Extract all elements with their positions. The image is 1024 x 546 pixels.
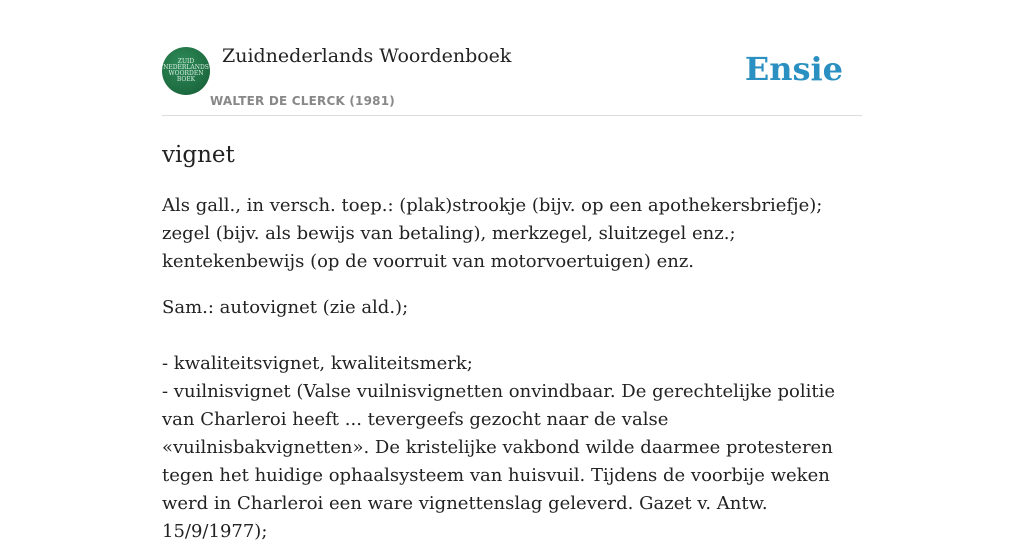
page-container	[162, 0, 862, 546]
line-spacer	[162, 322, 862, 350]
logo-text-line: WOORDEN	[168, 70, 204, 77]
compound-item: - vuilnisvignet (Valse vuilnisvignetten onvindbaar. De gerechtelijke politie van Charleroi heeft ... tevergeefs gezocht naar de valse «vuilnisbakvignetten». De kristelijke vakbond wilde daarmee protesteren tegen het huidige ophaalsysteem van huisvuil. Tijdens de voorbije weken werd in Charleroi een ware vignettenslag geleverd. Gazet v. Antw. 15/9/1977);	[162, 381, 835, 542]
dictionary-header	[162, 0, 862, 116]
dictionary-logo[interactable]	[162, 47, 210, 95]
compound-item: - kwaliteitsvignet, kwaliteitsmerk;	[162, 353, 473, 374]
entry-compounds	[162, 294, 862, 546]
logo-text-line: ZUID	[177, 58, 195, 65]
logo-text-line: BOEK	[176, 76, 196, 83]
entry-definition: Als gall., in versch. toep.: (plak)strookje (bijv. op een apothekersbriefje); zegel (bijv. als bewijs van betaling), merkzegel, sluitzegel enz.; kentekenbewijs (op de voorruit van motorvoertuigen) enz.	[162, 195, 823, 272]
compounds-intro: Sam.: autovignet (zie ald.);	[162, 297, 409, 318]
dictionary-author: WALTER DE CLERCK (1981)	[210, 94, 395, 108]
entry-headword: vignet	[162, 142, 235, 168]
dictionary-title[interactable]: Zuidnederlands Woordenboek	[222, 45, 512, 67]
ensie-brand-link[interactable]: Ensie	[744, 50, 843, 88]
logo-text-line: NEDERLANDS	[163, 64, 209, 71]
